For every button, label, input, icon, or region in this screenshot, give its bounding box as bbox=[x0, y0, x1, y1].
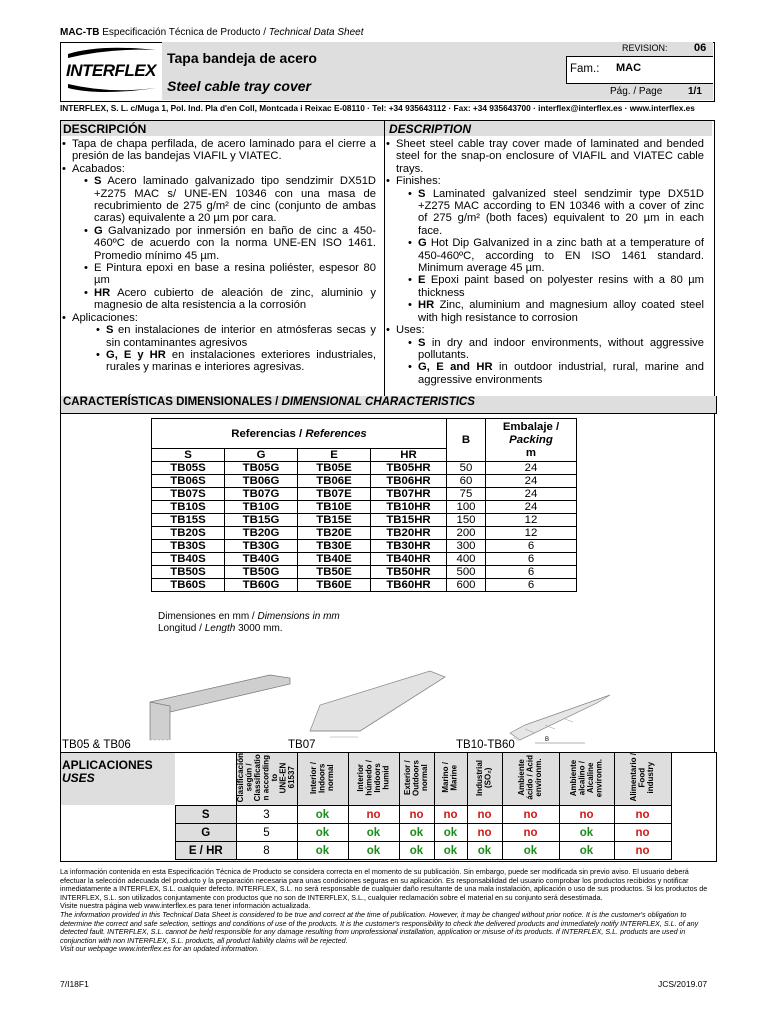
applications-col-header-text: Alimentario / Food industry bbox=[628, 753, 655, 802]
col-header-s: S bbox=[152, 449, 225, 462]
list-item bbox=[60, 312, 376, 374]
uses-label: Uses: bbox=[396, 324, 425, 337]
table-cell: 400 bbox=[447, 553, 486, 566]
revision-label: REVISION: bbox=[622, 43, 668, 53]
dimensional-table-body bbox=[152, 462, 577, 592]
applications-col-header-text: Marino / Marine bbox=[441, 762, 459, 794]
suitability-cell: ok bbox=[399, 824, 434, 842]
finish-text: Laminated galvanized steel sendzimir type DX51D +Z275 MAC according to EN 10346 with a cover of zinc of 275 g/m² (both faces) equivalent to 20 µm in each face. bbox=[418, 187, 704, 237]
table-row bbox=[152, 566, 577, 579]
use-text: in dry and indoor environments, without aggressive pollutants. bbox=[418, 336, 704, 361]
table-row bbox=[152, 501, 577, 514]
table-row bbox=[152, 462, 577, 475]
list-item bbox=[406, 188, 704, 238]
table-cell: TB15HR bbox=[371, 514, 447, 527]
fig-label-tb10: TB10-TB60 bbox=[456, 739, 515, 751]
table-cell: 500 bbox=[447, 566, 486, 579]
table-cell: 24 bbox=[486, 462, 577, 475]
suitability-cell: ok bbox=[297, 842, 348, 860]
table-cell: TB20S bbox=[152, 527, 225, 540]
table-row bbox=[152, 527, 577, 540]
applications-col-header-text: Clasificación según / Classificatio n according to UNE-EN 61537 bbox=[235, 753, 296, 803]
col-header-e: E bbox=[298, 449, 371, 462]
doc-header-line bbox=[60, 27, 364, 38]
length-note bbox=[158, 623, 283, 635]
doc-title-en: Technical Data Sheet bbox=[268, 27, 364, 38]
table-cell: TB15E bbox=[298, 514, 371, 527]
descripcion-body bbox=[60, 138, 376, 374]
dimensional-heading-es: CARACTERÍSTICAS DIMENSIONALES / bbox=[63, 396, 279, 408]
table-cell: TB60S bbox=[152, 579, 225, 592]
table-cell: TB20G bbox=[225, 527, 298, 540]
use-code: S bbox=[418, 336, 426, 349]
doc-title-es: Especificación Técnica de Producto / bbox=[102, 27, 267, 38]
table-row bbox=[152, 488, 577, 501]
table-cell: TB60E bbox=[298, 579, 371, 592]
finish-text: Hot Dip Galvanized in a zinc bath at a temperature of 450-460ºC, according to EN ISO 1461 standard. Minimum average 45 µm. bbox=[418, 237, 704, 275]
table-cell: 12 bbox=[486, 514, 577, 527]
note2-es: Longitud / bbox=[158, 623, 202, 634]
table-cell: TB50HR bbox=[371, 566, 447, 579]
list-item bbox=[60, 138, 376, 163]
table-cell: 6 bbox=[486, 579, 577, 592]
fam-label: Fam.: bbox=[570, 63, 600, 75]
descripcion-intro: Tapa de chapa perfilada, de acero laminado para el cierre a presión de las bandejas VIAFIL y VIATEC. bbox=[72, 138, 376, 163]
acabados-label: Acabados: bbox=[72, 162, 125, 175]
applications-row-label: E / HR bbox=[176, 842, 237, 860]
table-row bbox=[152, 553, 577, 566]
table-cell: TB07G bbox=[225, 488, 298, 501]
page-value: 1/1 bbox=[688, 86, 702, 97]
finish-text: Acero cubierto de aleación de zinc, aluminio y magnesio de alta resistencia a la corrosión bbox=[94, 286, 376, 312]
fig-label-tb05: TB05 & TB06 bbox=[62, 739, 131, 751]
packing-header bbox=[486, 419, 577, 462]
dimensional-table bbox=[151, 418, 577, 592]
list-item bbox=[82, 262, 376, 287]
list-item bbox=[406, 237, 704, 274]
list-item bbox=[82, 287, 376, 312]
suitability-cell: no bbox=[502, 824, 559, 842]
suitability-cell: no bbox=[614, 842, 671, 860]
finish-text: E Pintura epoxi en base a resina poliéster, espesor 80 µm bbox=[94, 262, 376, 287]
suitability-cell: ok bbox=[559, 824, 614, 842]
table-cell: 100 bbox=[447, 501, 486, 514]
table-cell: 600 bbox=[447, 579, 486, 592]
table-cell: TB30E bbox=[298, 540, 371, 553]
table-cell: 300 bbox=[447, 540, 486, 553]
table-cell: TB30G bbox=[225, 540, 298, 553]
table-row bbox=[152, 540, 577, 553]
dimensions-note bbox=[158, 611, 340, 623]
table-cell: TB10E bbox=[298, 501, 371, 514]
suitability-cell: no bbox=[614, 806, 671, 824]
table-cell: TB05E bbox=[298, 462, 371, 475]
suitability-cell: ok bbox=[348, 842, 399, 860]
b-header: B bbox=[447, 419, 486, 462]
page-label: Pág. / Page bbox=[610, 86, 663, 97]
doc-code: MAC-TB bbox=[60, 27, 100, 38]
dimensional-heading-en: DIMENSIONAL CHARACTERISTICS bbox=[281, 396, 475, 408]
applications-col-header bbox=[297, 753, 348, 806]
suitability-cell: ok bbox=[297, 824, 348, 842]
suitability-cell: ok bbox=[467, 842, 502, 860]
table-cell: TB10G bbox=[225, 501, 298, 514]
use-text: en instalaciones exteriores industriales, rurales y marinas e interiores agresivas. bbox=[106, 348, 376, 374]
list-item bbox=[406, 337, 704, 362]
table-cell: 50 bbox=[447, 462, 486, 475]
applications-col-header-text: Exterior / Outdoors normal bbox=[402, 759, 429, 796]
title-es: Tapa bandeja de acero bbox=[167, 50, 317, 66]
list-item bbox=[406, 274, 704, 299]
descripcion-heading: DESCRIPCIÓN bbox=[63, 122, 147, 136]
description-body bbox=[384, 138, 704, 386]
table-cell: 6 bbox=[486, 566, 577, 579]
use-code: G, E y HR bbox=[106, 348, 166, 361]
revision-row bbox=[566, 42, 713, 57]
suitability-cell: no bbox=[559, 806, 614, 824]
finish-code: S bbox=[94, 175, 102, 188]
use-code: G, E and HR bbox=[418, 361, 493, 374]
list-item bbox=[384, 324, 704, 386]
applications-heading bbox=[62, 759, 153, 785]
table-cell: 75 bbox=[447, 488, 486, 501]
fam-value: MAC bbox=[616, 62, 642, 74]
finish-text: Epoxi paint based on polyester resins with a 80 µm thickness bbox=[418, 274, 704, 299]
classification-cell: 8 bbox=[236, 842, 297, 860]
right-border bbox=[714, 413, 715, 752]
table-row bbox=[152, 514, 577, 527]
finish-code: G bbox=[418, 237, 427, 250]
applications-row bbox=[176, 806, 672, 824]
table-cell: TB07HR bbox=[371, 488, 447, 501]
finish-code: HR bbox=[94, 286, 111, 299]
table-cell: TB06HR bbox=[371, 475, 447, 488]
tb07-drawing-icon bbox=[300, 665, 450, 745]
table-cell: TB05HR bbox=[371, 462, 447, 475]
references-header-en: References bbox=[305, 427, 367, 440]
finish-text: Acero laminado galvanizado tipo sendzimir DX51D +Z275 MAC s/ UNE-EN 10346 con una masa de recubrimiento de 275 g/m² de cinc (conjunto de ambas caras) equivalente a 20 µm por cara. bbox=[94, 175, 376, 225]
table-cell: 24 bbox=[486, 475, 577, 488]
applications-col-header-text: Industrial (SO₂) bbox=[475, 759, 493, 796]
suitability-cell: no bbox=[399, 806, 434, 824]
table-cell: TB06E bbox=[298, 475, 371, 488]
table-cell: TB15S bbox=[152, 514, 225, 527]
table-cell: TB07S bbox=[152, 488, 225, 501]
applications-table bbox=[175, 752, 672, 860]
table-cell: TB40HR bbox=[371, 553, 447, 566]
tb05-tb06-drawing-icon bbox=[140, 670, 300, 750]
applications-col-header-text: Interior / Indoors normal bbox=[308, 761, 335, 794]
finish-code: E bbox=[418, 274, 426, 287]
suitability-cell: ok bbox=[348, 824, 399, 842]
legal-en-web: Visit our webpage www.interflex.es for an updated information. bbox=[60, 944, 259, 954]
logo-text: INTERFLEX bbox=[66, 61, 156, 80]
applications-col-header bbox=[614, 753, 671, 806]
use-text: in outdoor industrial, rural, marine and aggressive environments bbox=[418, 361, 704, 386]
applications-row bbox=[176, 842, 672, 860]
suitability-cell: ok bbox=[559, 842, 614, 860]
table-row bbox=[152, 579, 577, 592]
applications-table-body bbox=[176, 806, 672, 860]
packing-header-es: Embalaje / bbox=[502, 420, 560, 433]
list-item bbox=[60, 163, 376, 312]
dimensional-heading bbox=[60, 396, 717, 414]
finishes-label: Finishes: bbox=[396, 175, 441, 188]
suitability-cell: no bbox=[467, 824, 502, 842]
suitability-cell: no bbox=[614, 824, 671, 842]
table-cell: TB06G bbox=[225, 475, 298, 488]
legal-es-web: Visite nuestra página web www.interflex.es para tener información actualizada. bbox=[60, 901, 311, 911]
applications-col-header bbox=[348, 753, 399, 806]
applications-header-row bbox=[176, 753, 672, 806]
list-item bbox=[384, 138, 704, 175]
legal-en: The information provided in this Technical Data Sheet is considered to be true and correct at the time of publication. However, it may be changed without prior notice. It is the customer's obligation to determine the correct and safe selection, settings and conditions of use of the products. It is the customer's responsibility to check the delivered products and immediately notify INTERFLEX, S.L. of any detected fault. INTERFLEX, S.L. cannot be held responsible for any damage resulting from unprofessional installation, application or misuse of its products. If INTERFLEX, S.L. products are used in conjunction with non INTERFLEX, S.L. products, all product liability claims will be rejected. bbox=[60, 909, 699, 945]
applications-col-header-text: Interior húmedo / Indoors humid bbox=[355, 759, 390, 796]
finish-code: G bbox=[94, 224, 103, 237]
table-cell: 12 bbox=[486, 527, 577, 540]
suitability-cell: ok bbox=[502, 842, 559, 860]
suitability-cell: ok bbox=[434, 842, 467, 860]
applications-col-header-text: Ambiente ácido / Acid environm. bbox=[516, 755, 543, 800]
finish-text: Galvanizado por inmersión en baño de cinc a 450-460ºC de acuerdo con la norma UNE-EN ISO 1461. Promedio mínimo 45 µm. bbox=[94, 224, 376, 262]
table-cell: TB60G bbox=[225, 579, 298, 592]
applications-col-header bbox=[236, 753, 297, 806]
applications-row-label: S bbox=[176, 806, 237, 824]
table-cell: TB30HR bbox=[371, 540, 447, 553]
table-cell: 24 bbox=[486, 488, 577, 501]
revision-value: 06 bbox=[694, 42, 707, 54]
applications-col-header bbox=[502, 753, 559, 806]
contact-line: INTERFLEX, S. L. c/Muga 1, Pol. Ind. Pla d'en Coll, Montcada i Reixac E-08110 · Tel: +34 935643112 · Fax: +34 935643700 · interflex@interflex.es · www.interflex.es bbox=[60, 103, 695, 113]
table-cell: TB50G bbox=[225, 566, 298, 579]
finish-text: Zinc, aluminium and magnesium alloy coated steel with high resistance to corrosion bbox=[418, 299, 704, 324]
table-cell: TB50E bbox=[298, 566, 371, 579]
footer-left: 7/I18F1 bbox=[60, 979, 89, 989]
finish-code: S bbox=[418, 187, 426, 200]
suitability-cell: ok bbox=[399, 842, 434, 860]
description-heading: DESCRIPTION bbox=[389, 122, 472, 136]
list-item bbox=[406, 361, 704, 386]
left-border bbox=[60, 413, 61, 752]
table-cell: TB60HR bbox=[371, 579, 447, 592]
suitability-cell: no bbox=[467, 806, 502, 824]
classification-cell: 5 bbox=[236, 824, 297, 842]
table-cell: 60 bbox=[447, 475, 486, 488]
fig-b-label: B bbox=[545, 737, 550, 743]
table-cell: 150 bbox=[447, 514, 486, 527]
classification-cell: 3 bbox=[236, 806, 297, 824]
packing-header-en: Packing bbox=[509, 433, 553, 446]
suitability-cell: ok bbox=[434, 824, 467, 842]
suitability-cell: ok bbox=[297, 806, 348, 824]
list-item bbox=[384, 175, 704, 324]
table-cell: TB30S bbox=[152, 540, 225, 553]
legal-es: La información contenida en esta Especificación Técnica de Producto se considera correcta en el momento de su publicación. Sin embargo, puede ser modificada sin previo aviso. El usuario deberá efectuar la selección adecuada del producto y la preparación necesaria para unas condiciones seguras en su aplicación. Es responsabilidad del usuario comprobar los productos recibidos y notificar inmediatamente a INTERFLEX, S.L. cualquier defecto. INTERFLEX, S.L. no será responsable de cualquier daño resultante de una mala instalación, aplicación o uso de sus productos. Si los productos de INTERFLEX, S.L. son utilizados conjuntamente con productos que no son de INTERFLEX, S.L., cualquier reclamación sobre el material en su conjunto será desestimada. bbox=[60, 867, 708, 902]
tb10-tb60-drawing-icon bbox=[505, 685, 615, 750]
list-item bbox=[406, 299, 704, 324]
references-header bbox=[152, 419, 447, 449]
table-cell: TB40S bbox=[152, 553, 225, 566]
use-code: S bbox=[106, 324, 114, 337]
description-intro: Sheet steel cable tray cover made of laminated and bended steel for the snap-on enclosure of VIAFIL and VIATEC cable trays. bbox=[396, 138, 704, 175]
fig-label-tb07: TB07 bbox=[288, 739, 316, 751]
note2-en: Length bbox=[204, 623, 236, 634]
note1-es: Dimensiones en mm / bbox=[158, 611, 255, 622]
table-cell: 6 bbox=[486, 540, 577, 553]
col-header-hr: HR bbox=[371, 449, 447, 462]
table-cell: TB06S bbox=[152, 475, 225, 488]
col-header-g: G bbox=[225, 449, 298, 462]
table-cell: 200 bbox=[447, 527, 486, 540]
applications-heading-es: APLICACIONES bbox=[62, 758, 153, 772]
list-item bbox=[94, 349, 376, 374]
table-cell: TB20E bbox=[298, 527, 371, 540]
list-item bbox=[94, 324, 376, 349]
table-cell: TB10HR bbox=[371, 501, 447, 514]
suitability-cell: no bbox=[434, 806, 467, 824]
table-cell: 6 bbox=[486, 553, 577, 566]
table-cell: TB40G bbox=[225, 553, 298, 566]
applications-col-header-text: Ambiente alcalino / Alcaline environm. bbox=[568, 758, 603, 797]
table-row bbox=[152, 475, 577, 488]
references-header-es: Referencias / bbox=[231, 427, 303, 440]
blank-cell bbox=[176, 753, 237, 806]
table-cell: TB15G bbox=[225, 514, 298, 527]
list-item bbox=[82, 175, 376, 225]
footer-right: JCS/2019.07 bbox=[658, 979, 708, 989]
use-text: en instalaciones de interior en atmósferas secas y sin contaminantes agresivos bbox=[106, 324, 376, 349]
suitability-cell: no bbox=[502, 806, 559, 824]
logo bbox=[60, 42, 163, 100]
note1-en: Dimensions in mm bbox=[257, 611, 340, 622]
applications-heading-en: USES bbox=[62, 771, 95, 785]
legal-disclaimer bbox=[60, 868, 715, 954]
title-en: Steel cable tray cover bbox=[167, 78, 311, 94]
finish-code: HR bbox=[418, 299, 435, 312]
applications-col-header bbox=[467, 753, 502, 806]
applications-col-header bbox=[399, 753, 434, 806]
list-item bbox=[82, 225, 376, 262]
table-cell: TB20HR bbox=[371, 527, 447, 540]
suitability-cell: no bbox=[348, 806, 399, 824]
table-cell: TB05G bbox=[225, 462, 298, 475]
table-cell: 24 bbox=[486, 501, 577, 514]
page-row bbox=[566, 84, 713, 100]
table-cell: TB40E bbox=[298, 553, 371, 566]
note2-value: 3000 mm. bbox=[238, 623, 283, 634]
applications-col-header bbox=[434, 753, 467, 806]
applications-row-label: G bbox=[176, 824, 237, 842]
table-cell: TB10S bbox=[152, 501, 225, 514]
fam-row bbox=[566, 57, 713, 84]
aplicaciones-label: Aplicaciones: bbox=[72, 311, 138, 324]
table-cell: TB07E bbox=[298, 488, 371, 501]
table-cell: TB50S bbox=[152, 566, 225, 579]
applications-row bbox=[176, 824, 672, 842]
applications-col-header bbox=[559, 753, 614, 806]
packing-unit: m bbox=[525, 446, 537, 459]
table-cell: TB05S bbox=[152, 462, 225, 475]
